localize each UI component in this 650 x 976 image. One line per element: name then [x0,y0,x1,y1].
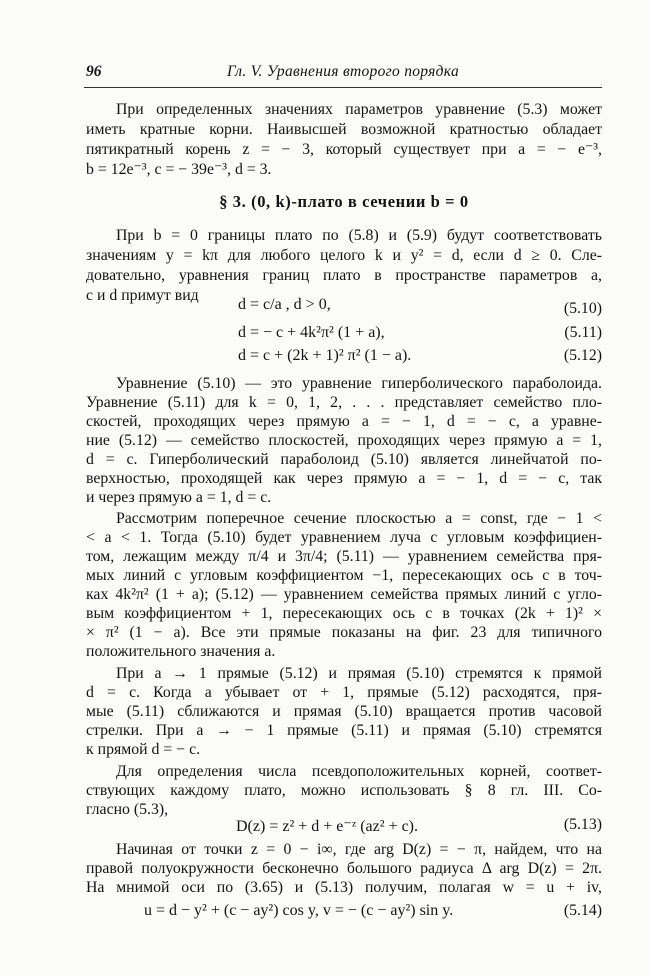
text-line: ние (5.12) — семейство плоскостей, проходящих через прямую a = 1, [86,432,602,449]
text-line: том, лежащим между π/4 и 3π/4; (5.11) — уравнением семейства пря- [86,548,602,565]
text-line: правой полуокружности бесконечно большого радиуса Δ arg D(z) = 2π. [86,860,602,877]
equation-5-14: u = d − y² + (c − ay²) cos y, v = − (c − ay²) sin y. [144,902,454,919]
text-line: d = c. Гиперболический параболоид (5.10) является линейчатой по- [86,451,602,468]
equation-number: (5.13) [563,816,602,833]
text-line: Для определения числа псевдоположительных корней, соответ- [116,763,602,780]
text-line: иметь кратные корни. Наивысшей возможной кратностью обладает [86,121,602,138]
text-line: вым коэффициентом + 1, пересекающих ось c в точках (2k + 1)² × [86,605,602,622]
text-line: и через прямую a = 1, d = c. [86,489,272,506]
text-line: гласно (5.3), [86,801,169,818]
page-number: 96 [86,63,102,80]
running-title: Гл. V. Уравнения второго порядка [227,63,459,80]
text-line: верхностью, проходящей как через прямую a = − 1, d = − c, так [86,470,602,487]
equation-number: (5.11) [564,324,602,341]
text-line: Уравнение (5.10) — это уравнение гиперболического параболоида. [116,375,602,392]
equation-5-10: d = c/a , d > 0, [238,296,331,313]
text-line: d = c. Когда a убывает от + 1, прямые (5.12) расходятся, пря- [86,684,602,701]
text-line: c и d примут вид [86,287,199,304]
text-line: положительного значения a. [86,643,276,660]
text-line: Начиная от точки z = 0 − i∞, где arg D(z) = − π, найдем, что на [116,841,602,858]
text-line: < a < 1. Тогда (5.10) будет уравнением луча с угловым коэффициен- [86,529,602,546]
running-header [84,63,602,88]
equation-number: (5.10) [563,300,602,317]
text-line: к прямой d = − c. [86,741,201,758]
text-line: b = 12e⁻³, c = − 39e⁻³, d = 3. [86,161,272,178]
text-line: При a → 1 прямые (5.12) и прямая (5.10) стремятся к прямой [116,665,602,682]
text-line: ствующих каждому плато, можно использовать § 8 гл. III. Со- [86,782,602,799]
text-line: Рассмотрим поперечное сечение плоскостью a = const, где − 1 < [116,510,602,527]
section-heading: § 3. (0, k)-плато в сечении b = 0 [219,192,469,211]
text-line: значениям y = kπ для любого целого k и y² = d, если d ≥ 0. Сле- [86,247,602,264]
text-line: ках 4k²π² (1 + a); (5.12) — уравнением семейства прямых линий с углo- [86,586,602,603]
text-line: При определенных значениях параметров уравнение (5.3) может [116,101,602,118]
equation-5-13: D(z) = z² + d + e⁻ᶻ (az² + c). [236,818,418,835]
equation-number: (5.14) [563,902,602,919]
text-line: Уравнение (5.11) для k = 0, 1, 2, . . . представляет семейство пло- [86,394,602,411]
text-line: При b = 0 границы плато по (5.8) и (5.9) будут соответствовать [116,227,602,244]
equation-number: (5.12) [563,347,602,364]
text-line: скостей, проходящих через прямую a = − 1, d = − c, а уравне- [86,413,602,430]
text-line: мых линий с угловым коэффициентом −1, пересекающих ось c в точ- [86,567,602,584]
text-line: × π² (1 − a). Все эти прямые показаны на фиг. 23 для типичного [86,624,602,641]
text-line: стрелки. При a → − 1 прямые (5.11) и прямая (5.10) стремятся [86,722,602,739]
text-line: пятикратный корень z = − 3, который существует при a = − e⁻³, [86,141,602,158]
text-line: мые (5.11) сближаются и прямая (5.10) вращается против часовой [86,703,602,720]
equation-5-12: d = c + (2k + 1)² π² (1 − a). [238,347,412,364]
text-line: На мнимой оси по (3.65) и (5.13) получим, полагая w = u + iv, [86,879,602,896]
text-line: довательно, уравнения границ плато в пространстве параметров a, [86,267,602,284]
equation-5-11: d = − c + 4k²π² (1 + a), [238,324,385,341]
